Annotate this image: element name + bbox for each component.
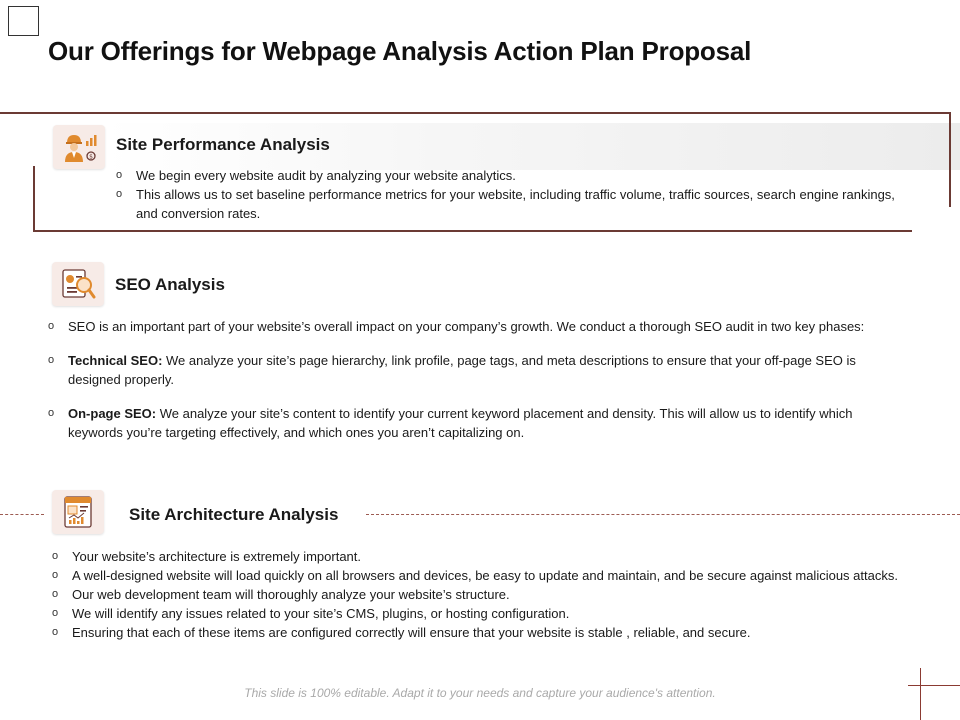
section-heading-site-performance: Site Performance Analysis (116, 135, 330, 154)
storefront-chart-icon (52, 490, 104, 534)
list-item: o Ensuring that each of these items are configured correctly will ensure that your website is stable , reliable, and secure. (52, 625, 751, 640)
section-frame-left (33, 166, 35, 232)
magnifier-document-icon (52, 262, 104, 306)
list-item: o We begin every website audit by analyzing your website analytics. (116, 168, 516, 183)
section-frame-top (0, 112, 951, 114)
section-frame-right (949, 112, 951, 207)
list-item: o On-page SEO: We analyze your site’s content to identify your current keyword placement and density. This will allow us to identify which keywords you’re targeting effectively, and which ones you aren’t capitalizing on. (48, 406, 853, 440)
footer-note: This slide is 100% editable. Adapt it to your needs and capture your audience's attention. (244, 686, 716, 700)
list-item: o A well-designed website will load quickly on all browsers and devices, be easy to update and maintain, and be secure against malicious attacks. (52, 568, 898, 583)
slide-corner-box (8, 6, 39, 36)
section-frame-bottom (33, 230, 912, 232)
list-item: o Your website’s architecture is extremely important. (52, 549, 362, 564)
section-divider-left (0, 514, 44, 515)
section-divider-right (366, 514, 960, 515)
list-item: o Technical SEO: We analyze your site’s page hierarchy, link profile, page tags, and meta descriptions to ensure that your off-page SEO is designed properly. (48, 353, 856, 387)
section-heading-site-architecture: Site Architecture Analysis (129, 505, 339, 524)
page-title: Our Offerings for Webpage Analysis Action Plan Proposal (48, 36, 752, 66)
crop-mark-vertical (920, 668, 921, 720)
seo-list (48, 317, 903, 442)
section-heading-seo: SEO Analysis (115, 275, 225, 294)
list-item: o This allows us to set baseline performance metrics for your website, including traffic volume, traffic sources, search engine rankings, and conversion rates. (116, 187, 895, 221)
crop-mark-horizontal (908, 685, 960, 686)
site-architecture-list (52, 547, 902, 642)
list-item: o SEO is an important part of your website’s overall impact on your company’s growth. We conduct a thorough SEO audit in two key phases: (48, 319, 865, 334)
svg-text:$: $ (89, 153, 93, 161)
list-item: o We will identify any issues related to your site’s CMS, plugins, or hosting configuration. (52, 606, 570, 621)
worker-chart-icon (53, 125, 105, 169)
site-performance-list (116, 166, 896, 223)
list-item: o Our web development team will thoroughly analyze your website’s structure. (52, 587, 510, 602)
